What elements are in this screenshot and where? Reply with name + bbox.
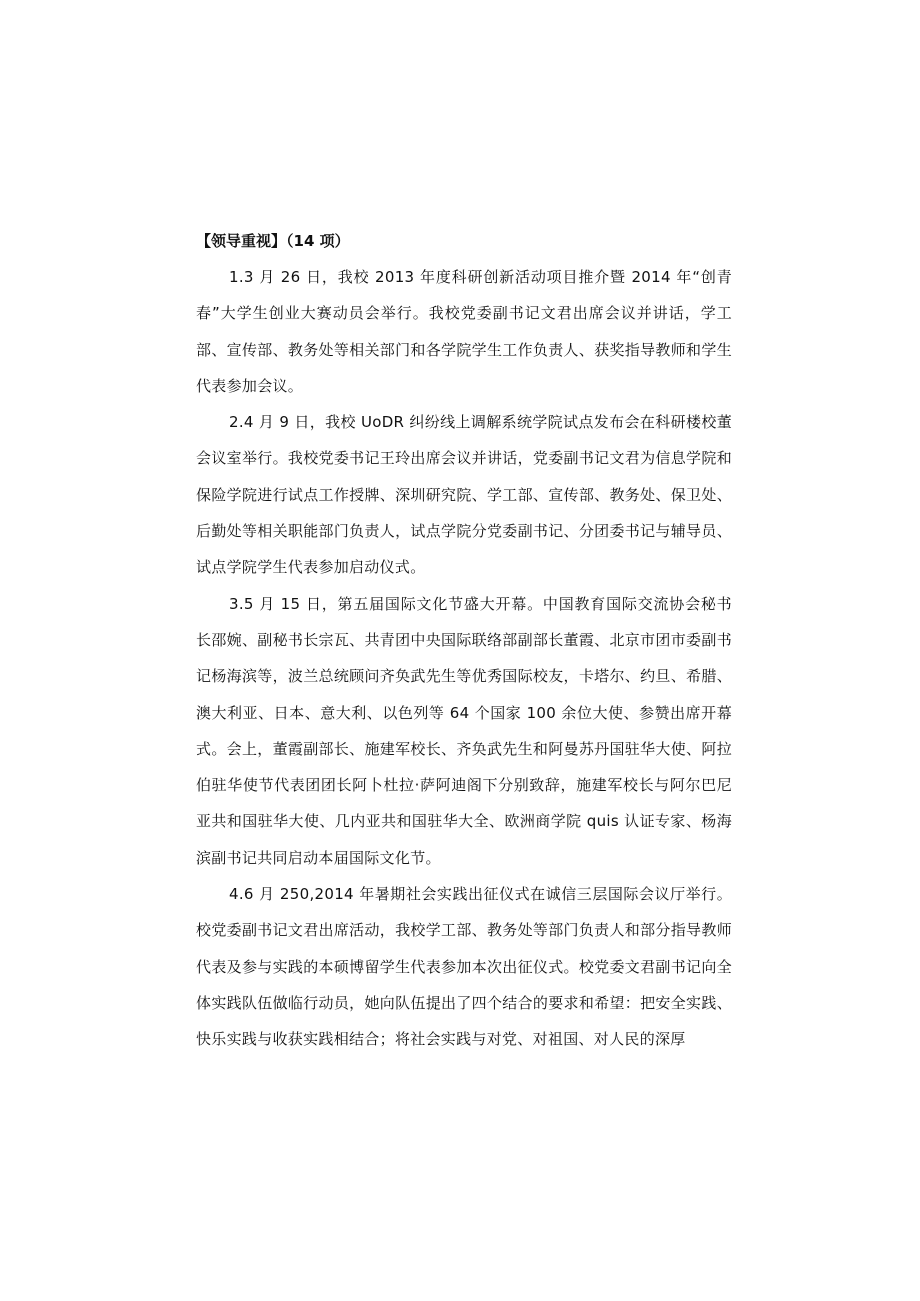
paragraph-3: 3.5 月 15 日，第五届国际文化节盛大开幕。中国教育国际交流协会秘书长邵婉、副秘书长宗瓦、共青团中央国际联络部副部长董霞、北京市团市委副书记杨海滨等，波兰总统顾问齐奂武先生等优秀国际校友，卡塔尔、约旦、希腊、澳大利亚、日本、意大利、以色列等 64 个国家 100 余位大使、参赞出席开幕式。会上，董霞副部长、施建军校长、齐奂武先生和阿曼苏丹国驻华大使、阿拉伯驻华使节代表团团长阿卜杜拉·萨阿迪阁下分别致辞，施建军校长与阿尔巴尼亚共和国驻华大使、几内亚共和国驻华大全、欧洲商学院 quis 认证专家、杨海滨副书记共同启动本届国际文化节。	[196, 594, 732, 867]
document-page	[196, 223, 732, 1058]
paragraph-4: 4.6 月 250,2014 年暑期社会实践出征仪式在诚信三层国际会议厅举行。校党委副书记文君出席活动，我校学工部、教务处等部门负责人和部分指导教师代表及参与实践的本硕博留学生代表参加本次出征仪式。校党委文君副书记向全体实践队伍做临行动员，她向队伍提出了四个结合的要求和希望：把安全实践、快乐实践与收获实践相结合；将社会实践与对党、对祖国、对人民的深厚	[196, 885, 732, 1049]
section-heading	[196, 223, 732, 259]
section-heading-label: 【领导重视】	[196, 232, 287, 250]
paragraph-2: 2.4 月 9 日，我校 UoDR 纠纷线上调解系统学院试点发布会在科研楼校董会议室举行。我校党委书记王玲出席会议并讲话，党委副书记文君为信息学院和保险学院进行试点工作授牌、深圳研究院、学工部、宣传部、教务处、保卫处、后勤处等相关职能部门负责人，试点学院分党委副书记、分团委书记与辅导员、试点学院学生代表参加启动仪式。	[196, 413, 732, 577]
section-heading-count: （14 项）	[286, 232, 350, 250]
paragraph-1: 1.3 月 26 日，我校 2013 年度科研创新活动项目推介暨 2014 年“创青春”大学生创业大赛动员会举行。我校党委副书记文君出席会议并讲话，学工部、宣传部、教务处等相关部门和各学院学生工作负责人、获奖指导教师和学生代表参加会议。	[196, 268, 732, 395]
